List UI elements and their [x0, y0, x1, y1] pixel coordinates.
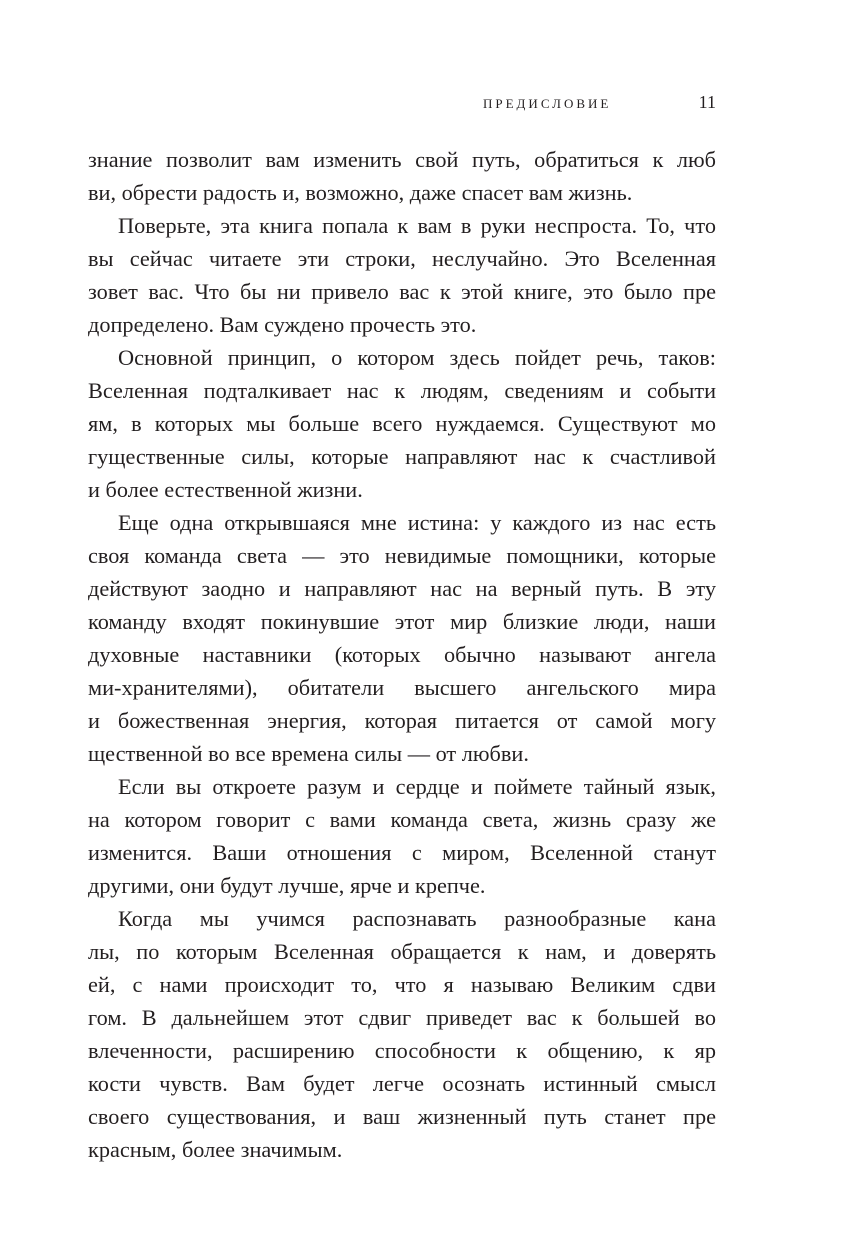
- text-line: другими, они будут лучше, ярче и крепче.: [88, 873, 486, 898]
- text-line: гущественные силы, которые направляют нас к счастливой: [88, 444, 716, 469]
- section-title: ПРЕДИСЛОВИЕ: [483, 96, 612, 111]
- text-line: вы сейчас читаете эти строки, неслучайно. Это Вселенная: [88, 246, 716, 271]
- text-line: ей, с нами происходит то, что я называю Великим сдви: [88, 972, 716, 997]
- text-line: красным, более значимым.: [88, 1137, 343, 1162]
- text-line: своего существования, и ваш жизненный путь станет пре: [88, 1104, 716, 1129]
- text-line: ям, в которых мы больше всего нуждаемся. Существуют мо: [88, 411, 716, 436]
- text-line: и более естественной жизни.: [88, 477, 363, 502]
- text-line: Когда мы учимся распознавать разнообразные кана: [118, 906, 716, 931]
- body-text: [88, 143, 716, 1166]
- text-line: духовные наставники (которых обычно называют ангела: [88, 642, 716, 667]
- text-line: на котором говорит с вами команда света, жизнь сразу же: [88, 807, 716, 832]
- text-line: лы, по которым Вселенная обращается к нам, и доверять: [88, 939, 716, 964]
- text-line: действуют заодно и направляют нас на верный путь. В эту: [88, 576, 716, 601]
- text-line: ми-хранителями), обитатели высшего ангельского мира: [88, 675, 716, 700]
- text-line: гом. В дальнейшем этот сдвиг приведет вас к большей во: [88, 1005, 716, 1030]
- text-line: знание позволит вам изменить свой путь, обратиться к люб: [88, 147, 716, 172]
- running-header: [88, 90, 716, 120]
- text-line: Еще одна открывшаяся мне истина: у каждого из нас есть: [118, 510, 716, 535]
- text-line: зовет вас. Что бы ни привело вас к этой книге, это было пре: [88, 279, 716, 304]
- text-line: кости чувств. Вам будет легче осознать истинный смысл: [88, 1071, 716, 1096]
- text-line: ви, обрести радость и, возможно, даже спасет вам жизнь.: [88, 180, 633, 205]
- page-number: 11: [698, 92, 716, 112]
- text-line: своя команда света — это невидимые помощники, которые: [88, 543, 716, 568]
- text-line: Если вы откроете разум и сердце и поймете тайный язык,: [118, 774, 716, 799]
- text-line: Основной принцип, о котором здесь пойдет речь, таков:: [118, 345, 716, 370]
- text-line: и божественная энергия, которая питается от самой могу: [88, 708, 716, 733]
- text-line: команду входят покинувшие этот мир близкие люди, наши: [88, 609, 716, 634]
- text-line: Поверьте, эта книга попала к вам в руки неспроста. То, что: [118, 213, 716, 238]
- text-line: влеченности, расширению способности к общению, к яр: [88, 1038, 716, 1063]
- text-line: щественной во все времена силы — от любви.: [88, 741, 529, 766]
- text-line: изменится. Ваши отношения с миром, Вселенной станут: [88, 840, 716, 865]
- text-line: Вселенная подталкивает нас к людям, сведениям и событи: [88, 378, 716, 403]
- text-line: допределено. Вам суждено прочесть это.: [88, 312, 477, 337]
